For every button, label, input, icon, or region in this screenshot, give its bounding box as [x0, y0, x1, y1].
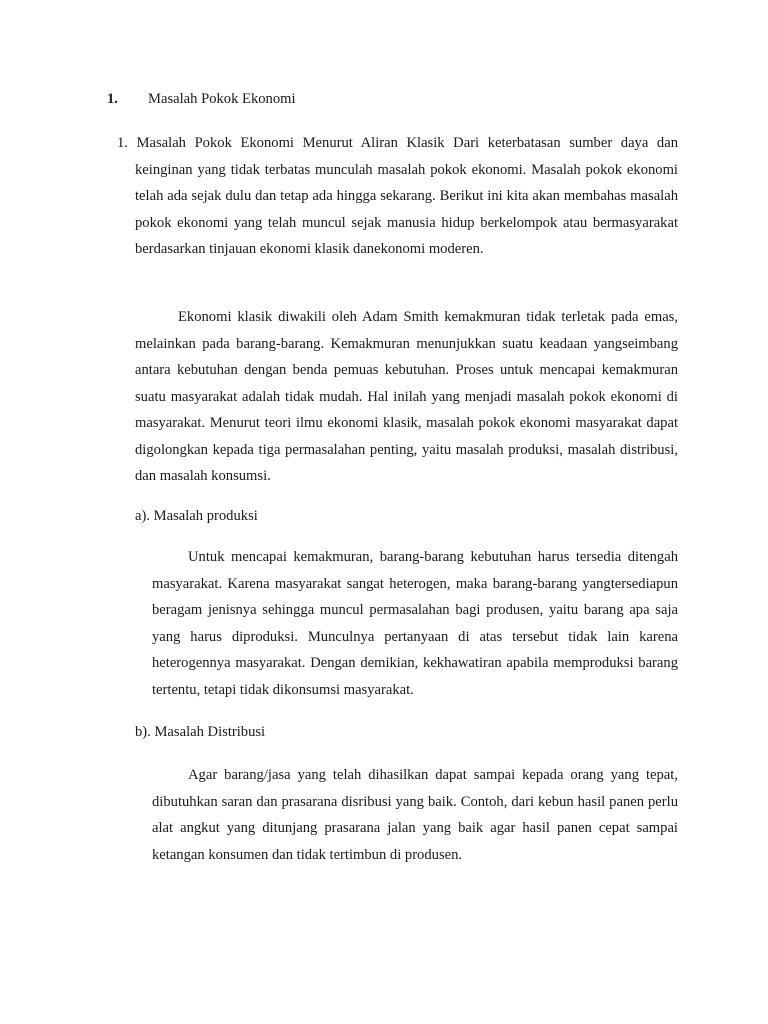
classical-economics-paragraph: Ekonomi klasik diwakili oleh Adam Smith kemakmuran tidak terletak pada emas, melainkan pada barang-barang. Kemakmuran menunjukkan suatu keadaan yangseimbang antara kebutuhan dengan benda pemuas kebutuhan. Proses untuk mencapai kemakmuran suatu masyarakat adalah tidak mudah. Hal inilah yang menjadi masalah pokok ekonomi di masyarakat. Menurut teori ilmu ekonomi klasik, masalah pokok ekonomi masyarakat dapat digolongkan kepada tiga permasalahan penting, yaitu masalah produksi, masalah distribusi, dan masalah konsumsi.	[135, 309, 678, 484]
intro-paragraph-text: 1. Masalah Pokok Ekonomi Menurut Aliran Klasik Dari keterbatasan sumber daya dan keinginan yang tidak terbatas munculah masalah pokok ekonomi. Masalah pokok ekonomi telah ada sejak dulu dan tetap ada hingga sekarang. Berikut ini kita akan membahas masalah pokok ekonomi yang telah muncul sejak manusia hidup berkelompok atau bermasyarakat berdasarkan tinjauan ekonomi klasik danekonomi moderen.	[117, 135, 678, 257]
subheading-distribution: b). Masalah Distribusi	[135, 724, 266, 740]
heading-title: Masalah Pokok Ekonomi	[148, 91, 296, 107]
distribution-paragraph: Agar barang/jasa yang telah dihasilkan dapat sampai kepada orang yang tepat, dibutuhkan saran dan prasarana disribusi yang baik. Contoh, dari kebun hasil panen perlu alat angkut yang ditunjang prasarana jalan yang baik agar hasil panen cepat sampai ketangan konsumen dan tidak tertimbun di produsen.	[152, 767, 678, 863]
production-paragraph: Untuk mencapai kemakmuran, barang-barang kebutuhan harus tersedia ditengah masyarakat. Karena masyarakat sangat heterogen, maka barang-barang yangtersediapun beragam jenisnya sehingga muncul permasalahan bagi produsen, yaitu barang apa saja yang harus diproduksi. Munculnya pertanyaan di atas tersebut tidak lain karena heterogennya masyarakat. Dengan demikian, kekhawatiran apabila memproduksi barang tertentu, tetapi tidak dikonsumsi masyarakat.	[152, 549, 678, 698]
heading-number: 1.	[107, 91, 118, 107]
intro-paragraph	[117, 130, 678, 263]
section-heading	[107, 88, 296, 110]
subheading-production: a). Masalah produksi	[135, 508, 258, 524]
